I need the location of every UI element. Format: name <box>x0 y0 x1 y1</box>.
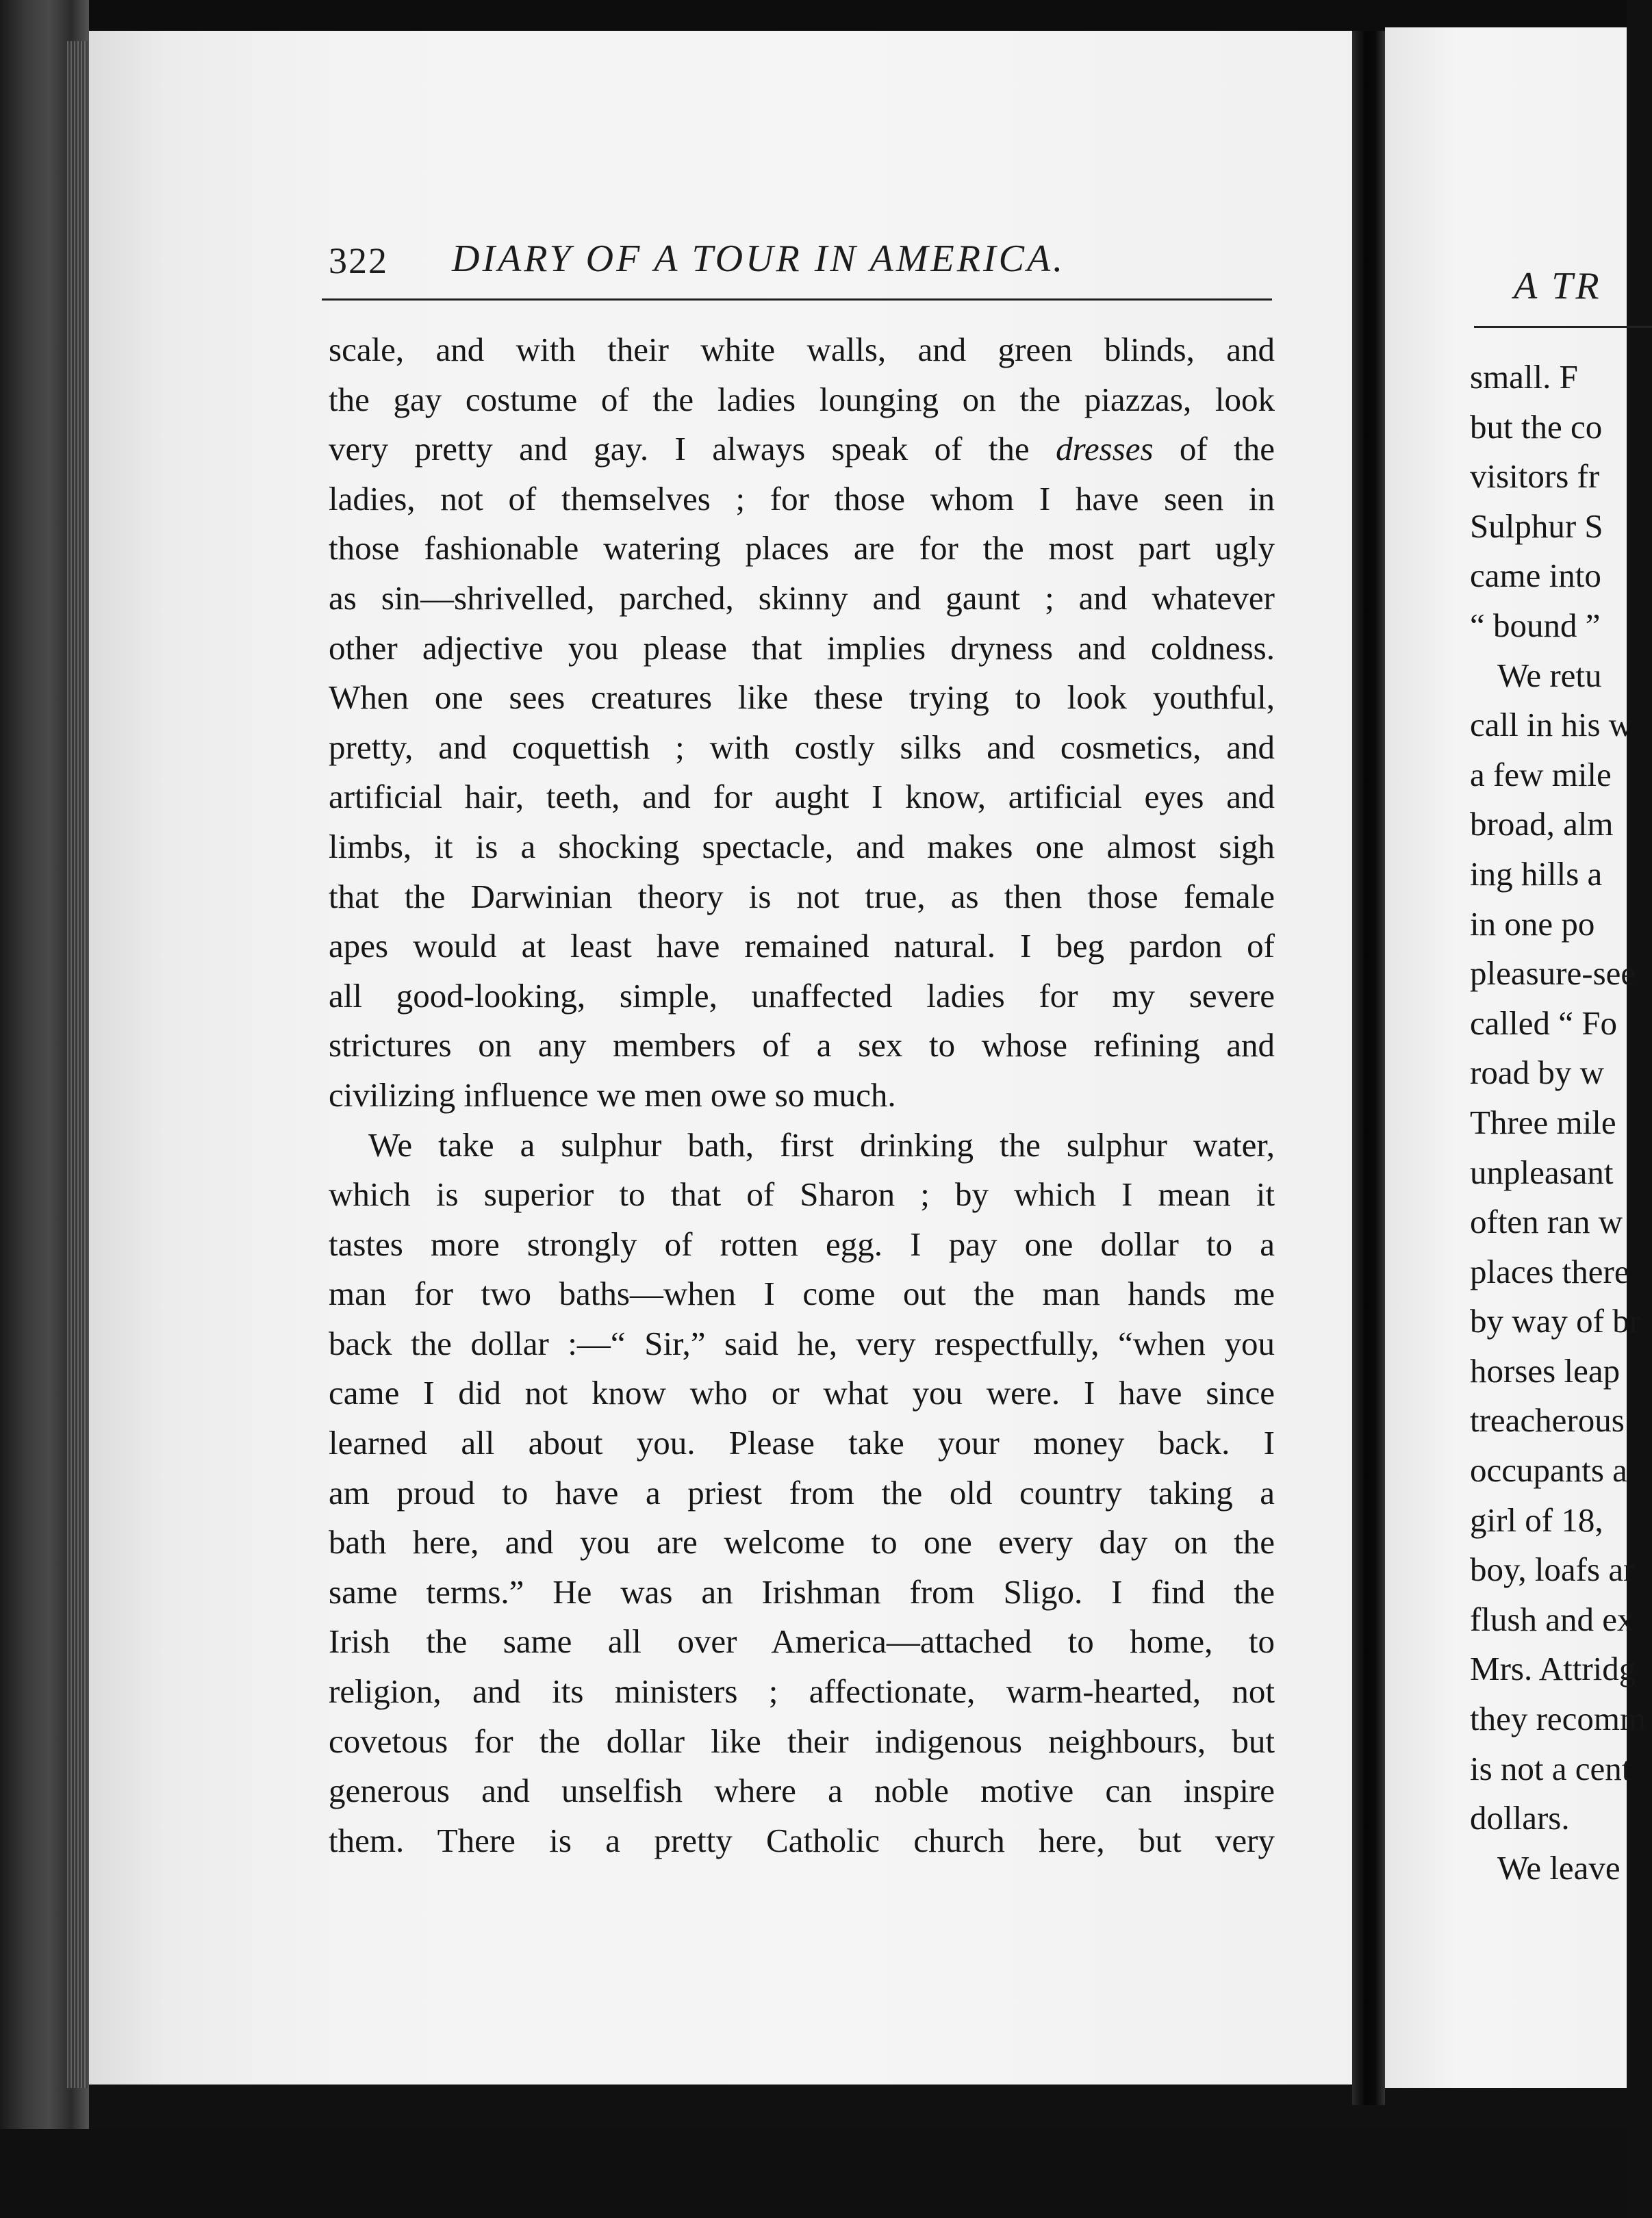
text-line: by way of br <box>1470 1302 1641 1340</box>
text-line: Mrs. Attridg <box>1470 1650 1636 1688</box>
text-line: in one po <box>1470 904 1595 943</box>
text-line: bath here, and you are welcome to one every day on the <box>329 1523 1275 1561</box>
italic-word: dresses <box>1056 430 1154 468</box>
book-gutter <box>1352 31 1385 2105</box>
text-line: am proud to have a priest from the old country taking a <box>329 1473 1275 1512</box>
text-line: treacherous <box>1470 1401 1625 1440</box>
text-line: Three mile <box>1470 1103 1616 1141</box>
text-line: very pretty and gay. I always speak of the dresses of the <box>329 430 1275 468</box>
text-line: came into <box>1470 557 1601 595</box>
text-line: they recomm <box>1470 1700 1647 1738</box>
text-line: learned all about you. Please take your money back. I <box>329 1424 1275 1462</box>
text-line: girl of 18, <box>1470 1501 1603 1539</box>
paragraph-1 <box>329 325 1275 1121</box>
text-line: called “ Fo <box>1470 1004 1617 1042</box>
text-line: road by w <box>1470 1054 1604 1092</box>
text-line: generous and unselfish where a noble motive can inspire <box>329 1772 1275 1810</box>
text-line: dollars. <box>1470 1799 1570 1837</box>
right-page-body <box>1470 353 1646 1893</box>
text-line: back the dollar :—“ Sir,” said he, very respectfully, “when you <box>329 1324 1275 1362</box>
text-line: pleasure-see <box>1470 954 1636 993</box>
right-header-rule <box>1474 326 1652 328</box>
text-line: We retu <box>1497 656 1602 694</box>
text-line: that the Darwinian theory is not true, as then those female <box>329 877 1275 915</box>
left-page-body <box>329 325 1275 1865</box>
text-line: ing hills a <box>1470 854 1603 893</box>
text-line: flush and ex <box>1470 1600 1634 1638</box>
text-line: is not a cent <box>1470 1749 1631 1787</box>
text-line: scale, and with their white walls, and green blinds, and <box>329 331 1275 368</box>
text-line: which is superior to that of Sharon ; by which I mean it <box>329 1175 1275 1214</box>
text-line: We take a sulphur bath, first drinking the sulphur water, <box>368 1125 1275 1164</box>
text-line: places there <box>1470 1252 1629 1290</box>
paragraph-2 <box>329 1121 1275 1866</box>
text-line: We leave <box>1497 1848 1621 1887</box>
text-line: covetous for the dollar like their indigenous neighbours, but <box>329 1722 1275 1760</box>
text-line: limbs, it is a shocking spectacle, and makes one almost sigh <box>329 827 1275 865</box>
text-line: horses leap <box>1470 1351 1621 1390</box>
running-head: DIARY OF A TOUR IN AMERICA. <box>452 238 1066 280</box>
text-line: unpleasant <box>1470 1153 1614 1191</box>
text-line: artificial hair, teeth, and for aught I know, artificial eyes and <box>329 778 1275 816</box>
page-edges <box>67 41 88 2088</box>
text-line: came I did not know who or what you were. I have since <box>329 1374 1275 1412</box>
text-line: Sulphur S <box>1470 507 1603 545</box>
text-line: Irish the same all over America—attached to home, to <box>329 1622 1275 1661</box>
text-line: strictures on any members of a sex to whose refining and <box>329 1026 1275 1065</box>
text-line: those fashionable watering places are for the most part ugly <box>329 529 1275 568</box>
text-line: “ bound ” <box>1470 606 1601 644</box>
text-line: occupants a <box>1470 1451 1627 1490</box>
text-line: same terms.” He was an Irishman from Sligo. I find the <box>329 1572 1275 1611</box>
text-line: religion, and its ministers ; affectionate, warm-hearted, not <box>329 1672 1275 1711</box>
text-line: pretty, and coquettish ; with costly silks and cosmetics, and <box>329 728 1275 766</box>
text-line: man for two baths—when I come out the man hands me <box>329 1275 1275 1313</box>
page-number: 322 <box>329 240 388 281</box>
text-line: boy, loafs ar <box>1470 1551 1635 1589</box>
text-line: apes would at least have remained natural. I beg pardon of <box>329 927 1275 965</box>
text-line: the gay costume of the ladies lounging on the piazzas, look <box>329 380 1275 418</box>
text-line: all good-looking, simple, unaffected ladies for my severe <box>329 976 1275 1015</box>
text-line: them. There is a pretty Catholic church here, but very <box>329 1821 1275 1859</box>
header-rule <box>322 298 1272 301</box>
text-line: visitors fr <box>1470 457 1600 496</box>
text-line: broad, alm <box>1470 805 1614 843</box>
text-line: small. F <box>1470 358 1578 396</box>
text-line: tastes more strongly of rotten egg. I pay one dollar to a <box>329 1225 1275 1263</box>
right-running-head: A TR <box>1514 265 1602 307</box>
text-line: civilizing influence we men owe so much. <box>329 1075 896 1114</box>
scan-frame-bottom <box>0 2129 1627 2218</box>
text-line: but the co <box>1470 407 1603 446</box>
text-line: a few mile <box>1470 755 1612 793</box>
text-line: ladies, not of themselves ; for those whom I have seen in <box>329 479 1275 518</box>
right-page <box>1385 27 1647 2088</box>
text-line: often ran w <box>1470 1203 1623 1241</box>
text-line: other adjective you please that implies dryness and coldness. <box>329 628 1275 667</box>
text-line: as sin—shrivelled, parched, skinny and gaunt ; and whatever <box>329 578 1275 617</box>
text-line: call in his w <box>1470 706 1634 744</box>
text-line: When one sees creatures like these trying to look youthful, <box>329 678 1275 717</box>
